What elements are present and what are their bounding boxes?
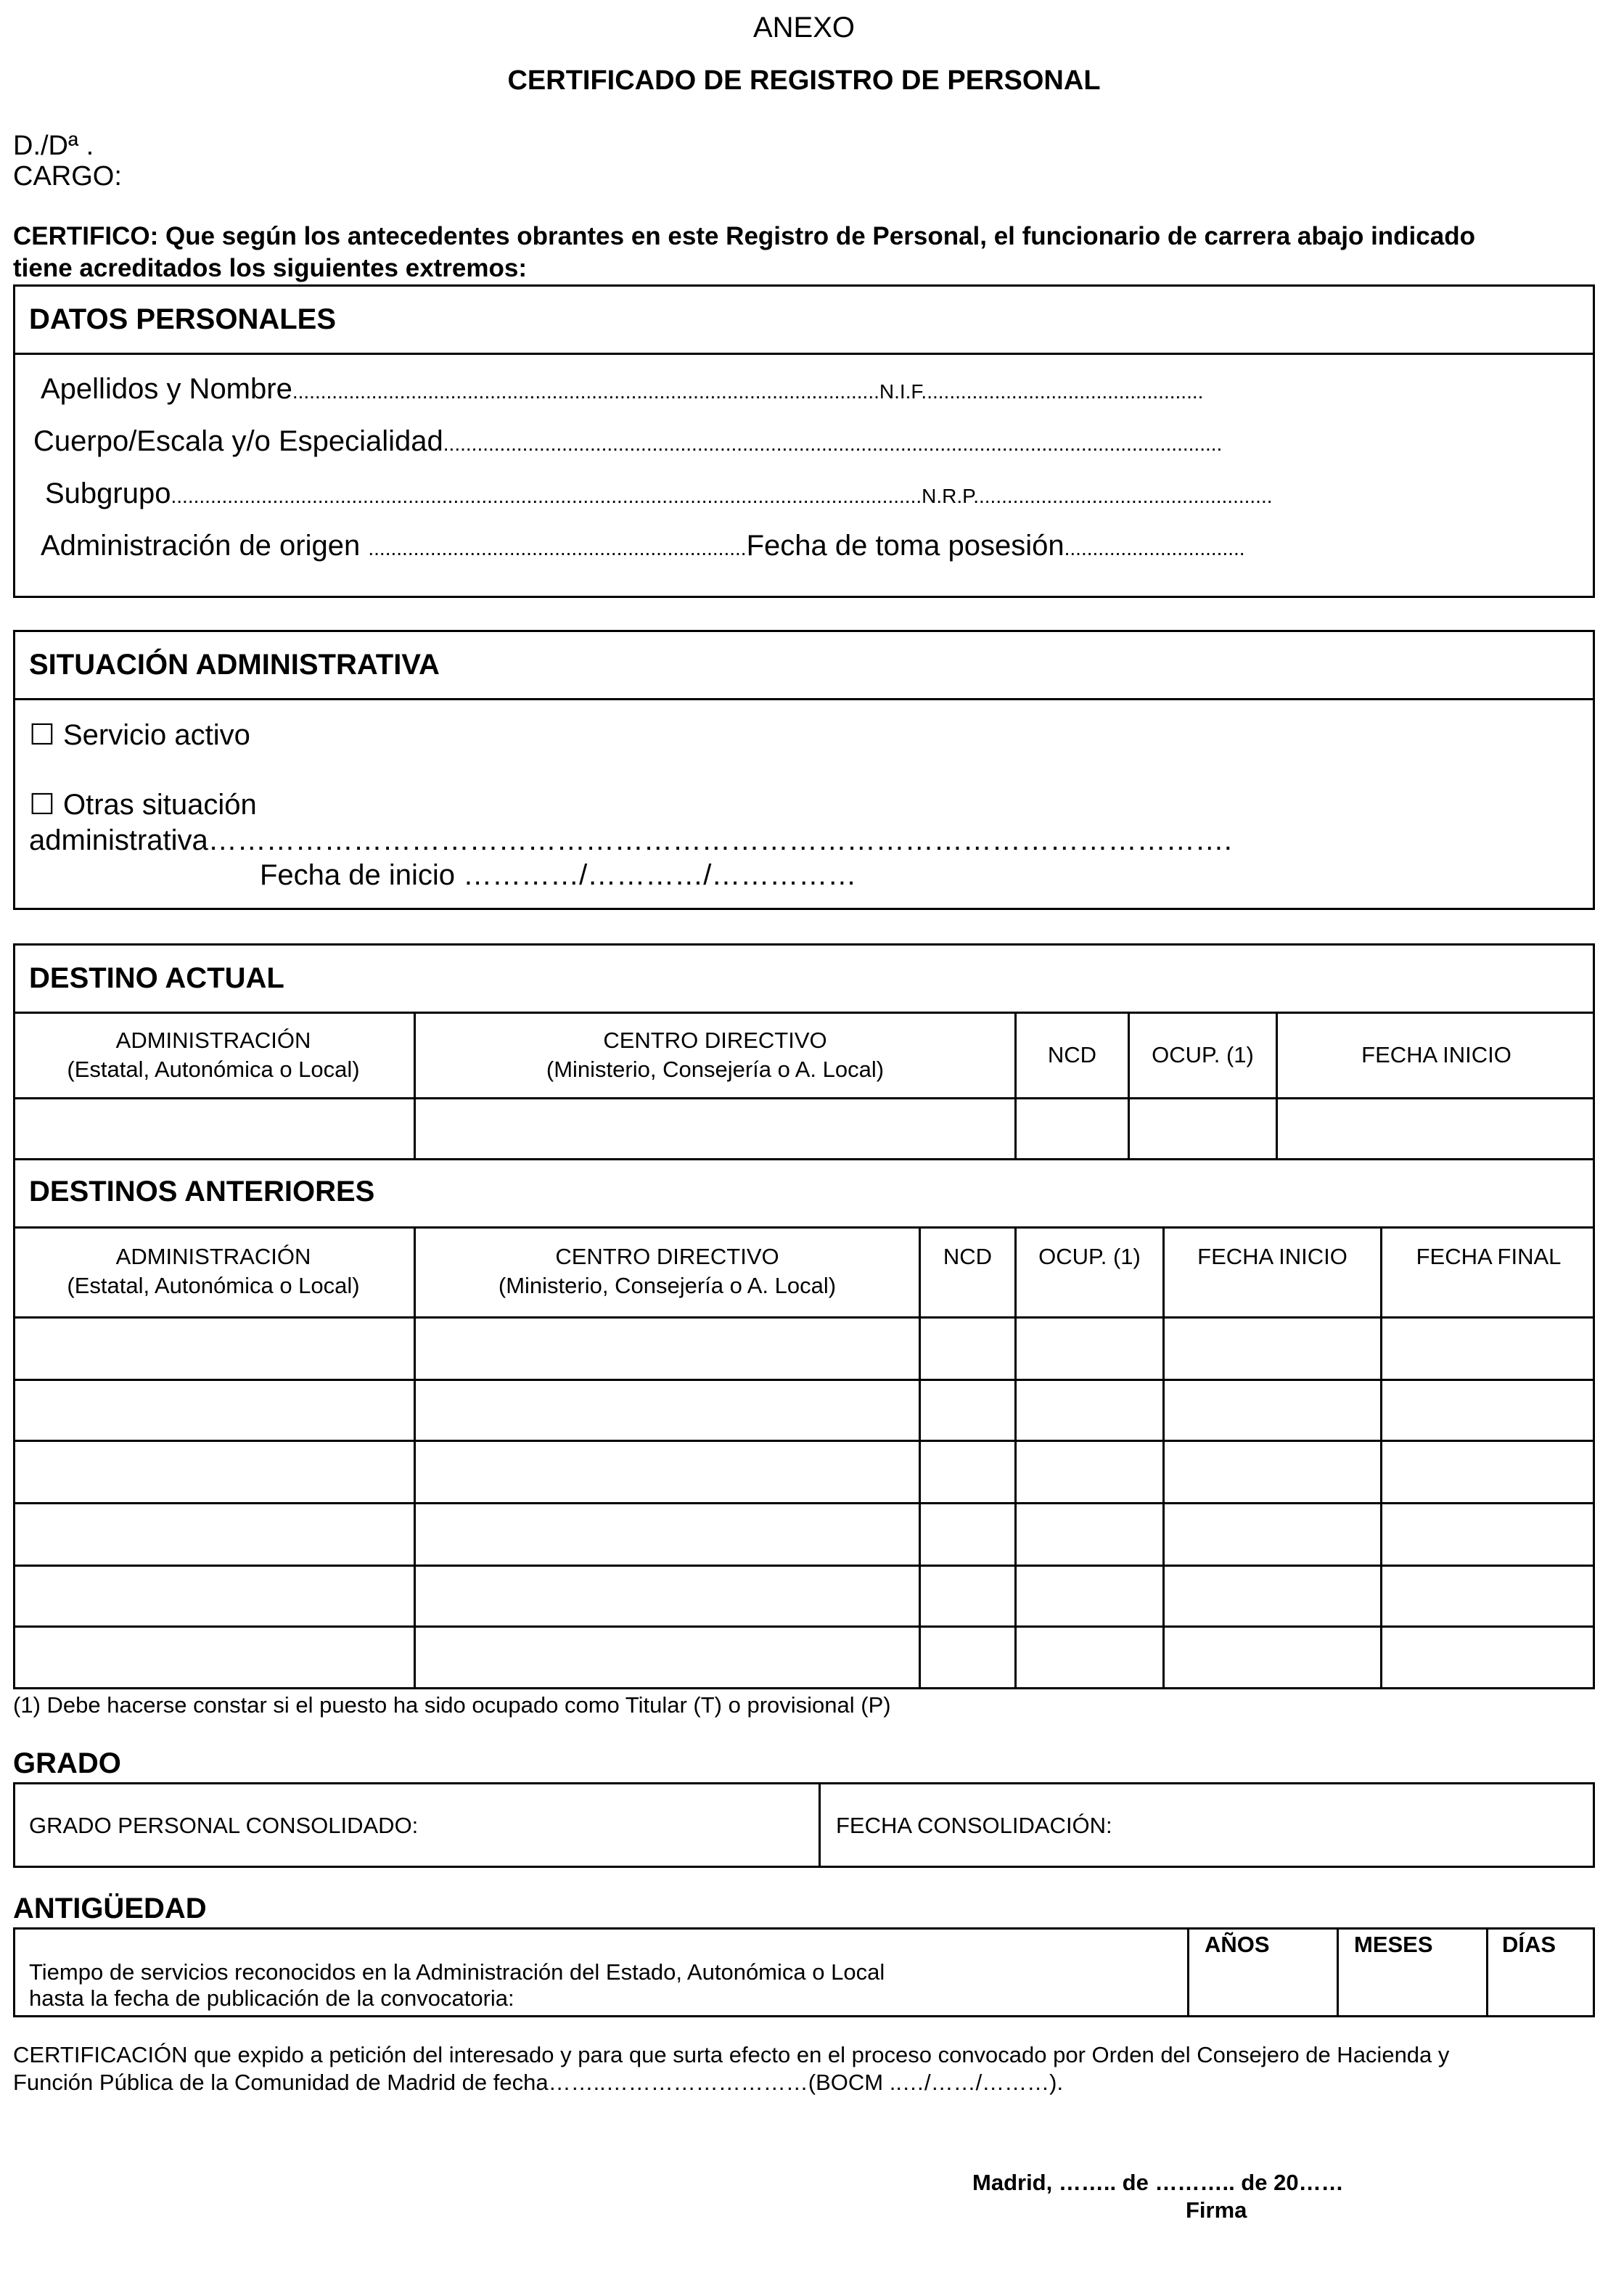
situacion-title: SITUACIÓN ADMINISTRATIVA — [29, 649, 440, 681]
dias-label: DÍAS — [1502, 1932, 1556, 1957]
subgrupo-field[interactable] — [45, 477, 1273, 510]
anos-label: AÑOS — [1205, 1932, 1270, 1957]
dias-input[interactable] — [1488, 1962, 1593, 2015]
certifico-text-1: CERTIFICO: Que según los antecedentes obrantes en este Registro de Personal, el funcionario de carrera abajo indicado — [13, 222, 1475, 250]
apellidos-label: Apellidos y Nombre — [41, 373, 292, 405]
ocupacion-note: (1) Debe hacerse constar si el puesto ha sido ocupado como Titular (T) o provisional (P) — [13, 1692, 891, 1718]
administracion-field[interactable] — [41, 530, 1245, 562]
col-administracion: ADMINISTRACIÓN (Estatal, Autonómica o Local) — [67, 1028, 360, 1082]
col-ocup: OCUP. (1) — [1038, 1244, 1141, 1269]
subgrupo-dots: ..................................................................................................................................... — [171, 485, 922, 507]
madrid-date-line[interactable]: Madrid, …….. de ……….. de 20…… — [972, 2170, 1344, 2195]
otras-situacion-checkbox[interactable]: ☐ Otras situación — [29, 789, 257, 821]
col-ncd: NCD — [1047, 1042, 1097, 1067]
dda-label: D./Dª . — [13, 131, 94, 161]
table-row[interactable] — [15, 1442, 1593, 1502]
nrp-dots: ..................................................... — [973, 485, 1273, 507]
nrp-label: N.R.P — [922, 485, 974, 507]
divider — [13, 353, 1595, 355]
col-administracion: ADMINISTRACIÓN (Estatal, Autonómica o Local) — [67, 1244, 360, 1298]
destino-actual-admin-cell[interactable] — [15, 1099, 414, 1158]
meses-input[interactable] — [1339, 1962, 1486, 2015]
administrativa-field[interactable]: administrativa……………………………………………………………………………………………. — [29, 824, 1232, 856]
anos-input[interactable] — [1189, 1962, 1337, 2015]
nif-label: N.I.F.. — [879, 380, 932, 403]
datos-personales-title: DATOS PERSONALES — [29, 303, 337, 335]
fecha-toma-label: Fecha de toma posesión — [746, 530, 1065, 562]
col-fecha-final: FECHA FINAL — [1416, 1244, 1562, 1269]
divider — [13, 1158, 1595, 1160]
destino-actual-centro-cell[interactable] — [416, 1099, 1014, 1158]
fecha-inicio-field[interactable]: Fecha de inicio …………/…………/…………… — [260, 859, 857, 891]
divider — [819, 1782, 821, 1868]
cargo-label: CARGO: — [13, 161, 122, 192]
col-fecha-inicio: FECHA INICIO — [1361, 1042, 1511, 1067]
destino-actual-ncd-cell[interactable] — [1017, 1099, 1128, 1158]
table-row[interactable] — [15, 1628, 1593, 1687]
table-row[interactable] — [15, 1319, 1593, 1379]
anexo-label: ANEXO — [752, 12, 856, 44]
col-fecha-inicio: FECHA INICIO — [1197, 1244, 1347, 1269]
servicio-activo-checkbox[interactable]: ☐ Servicio activo — [29, 719, 250, 751]
destinos-anteriores-title: DESTINOS ANTERIORES — [29, 1176, 375, 1208]
divider — [13, 1012, 1595, 1014]
antiguedad-text-1: Tiempo de servicios reconocidos en la Administración del Estado, Autonómica o Local — [29, 1959, 885, 1985]
certificacion-text-1: CERTIFICACIÓN que expido a petición del interesado y para que surta efecto en el proceso convocado por Orden del Consejero de Hacienda y — [13, 2042, 1450, 2067]
apellidos-dots: ........................................................................................................ — [292, 380, 879, 403]
certifico-text-2: tiene acreditados los siguientes extremos: — [13, 254, 528, 282]
fecha-consolidacion-input[interactable] — [1139, 1784, 1589, 1866]
nif-dots: ................................................ — [932, 380, 1204, 403]
col-centro-directivo: CENTRO DIRECTIVO (Ministerio, Consejería o A. Local) — [498, 1244, 837, 1298]
antiguedad-title: ANTIGÜEDAD — [13, 1893, 207, 1924]
cuerpo-label: Cuerpo/Escala y/o Especialidad — [33, 425, 443, 457]
administracion-dots: ................................................................... — [368, 537, 747, 559]
cuerpo-field[interactable] — [33, 425, 1222, 458]
firma-label: Firma — [1186, 2197, 1247, 2223]
cuerpo-dots: .......................................................................................................................................... — [443, 432, 1223, 455]
table-row[interactable] — [15, 1567, 1593, 1625]
col-centro-directivo: CENTRO DIRECTIVO (Ministerio, Consejería o A. Local) — [546, 1028, 885, 1082]
certificacion-text-2: Función Pública de la Comunidad de Madrid de fecha……..………………………(BOCM ..…/……/………). — [13, 2070, 1064, 2095]
administracion-label: Administración de origen — [41, 530, 361, 562]
meses-label: MESES — [1354, 1932, 1433, 1957]
subgrupo-label: Subgrupo — [45, 477, 171, 509]
document-title: CERTIFICADO DE REGISTRO DE PERSONAL — [507, 65, 1101, 96]
apellidos-field[interactable] — [41, 373, 1203, 406]
table-row[interactable] — [15, 1504, 1593, 1565]
table-row[interactable] — [15, 1381, 1593, 1440]
grado-consolidado-label: GRADO PERSONAL CONSOLIDADO: — [29, 1813, 419, 1838]
divider — [13, 698, 1595, 700]
destino-actual-title: DESTINO ACTUAL — [29, 962, 284, 994]
fecha-consolidacion-label: FECHA CONSOLIDACIÓN: — [836, 1813, 1112, 1838]
antiguedad-text-2: hasta la fecha de publicación de la convocatoria: — [29, 1985, 514, 2011]
destino-actual-ocup-cell[interactable] — [1130, 1099, 1276, 1158]
col-ncd: NCD — [943, 1244, 993, 1269]
grado-title: GRADO — [13, 1747, 121, 1779]
fecha-toma-dots: ................................ — [1064, 537, 1245, 559]
col-ocup: OCUP. (1) — [1152, 1042, 1254, 1067]
grado-consolidado-input[interactable] — [435, 1784, 813, 1866]
divider — [13, 1226, 1595, 1229]
destino-actual-fecha-cell[interactable] — [1278, 1099, 1593, 1158]
